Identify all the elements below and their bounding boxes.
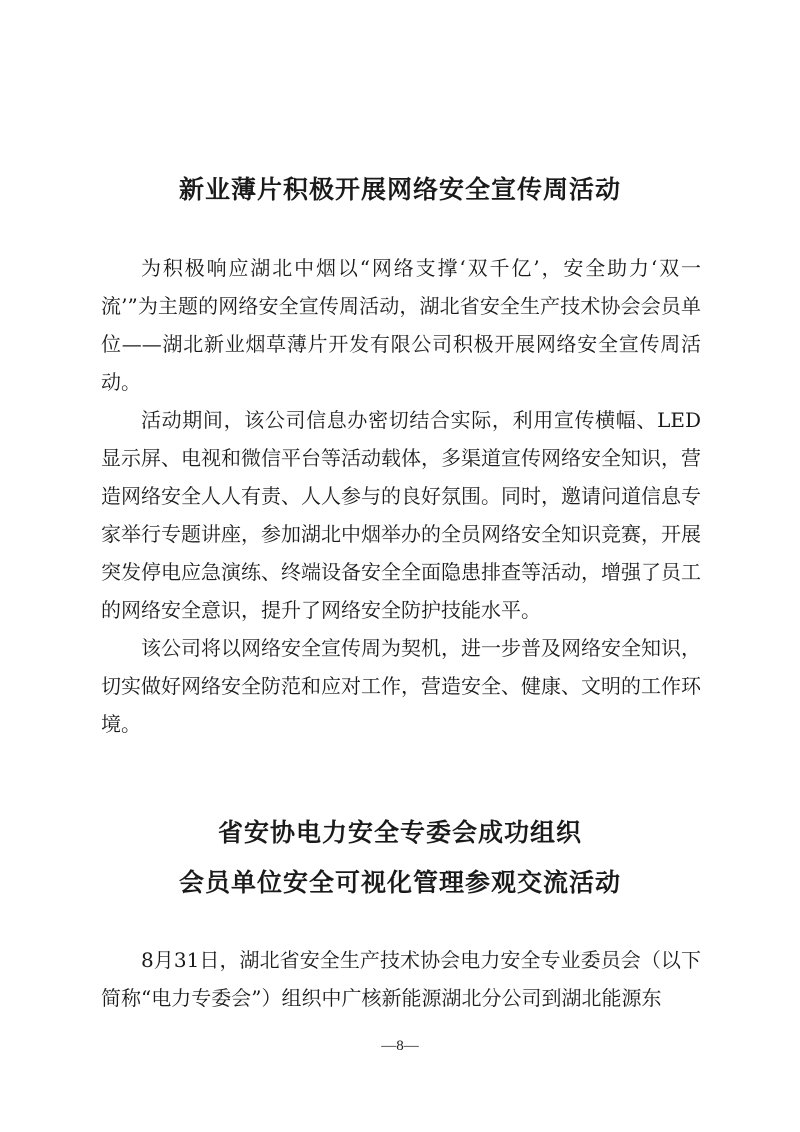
article1-body bbox=[101, 249, 701, 743]
article1-title: 新业薄片积极开展网络安全宣传周活动 bbox=[178, 175, 621, 204]
article1-paragraph-3: 该公司将以网络安全宣传周为契机，进一步普及网络安全知识，切实做好网络安全防范和应对工作，营造安全、健康、文明的工作环境。 bbox=[101, 636, 701, 736]
article2-body bbox=[101, 941, 701, 1017]
article1-paragraph-2: 活动期间，该公司信息办密切结合实际，利用宣传横幅、LED显示屏、电视和微信平台等活动载体，多渠道宣传网络安全知识，营造网络安全人人有责、人人参与的良好氛围。同时，邀请问道信息专家举行专题讲座，参加湖北中烟举办的全员网络安全知识竞赛，开展突发停电应急演练、终端设备安全全面隐患排查等活动，增强了员工的网络安全意识，提升了网络安全防护技能水平。 bbox=[101, 408, 701, 622]
page-number: —8— bbox=[381, 1038, 419, 1054]
article2-paragraph-1: 8月31日，湖北省安全生产技术协会电力安全专业委员会（以下简称“电力专委会”）组织中广核新能源湖北分公司到湖北能源东 bbox=[101, 948, 701, 1010]
article1-paragraph-1: 为积极响应湖北中烟以“网络支撑‘双千亿’，安全助力‘双一流’”为主题的网络安全宣传周活动，湖北省安全生产技术协会会员单位——湖北新业烟草薄片开发有限公司积极开展网络安全宣传周活动。 bbox=[101, 256, 701, 394]
article2-title-line2: 会员单位安全可视化管理参观交流活动 bbox=[178, 868, 621, 897]
article2-title-line1: 省安协电力安全专委会成功组织 bbox=[217, 818, 582, 847]
